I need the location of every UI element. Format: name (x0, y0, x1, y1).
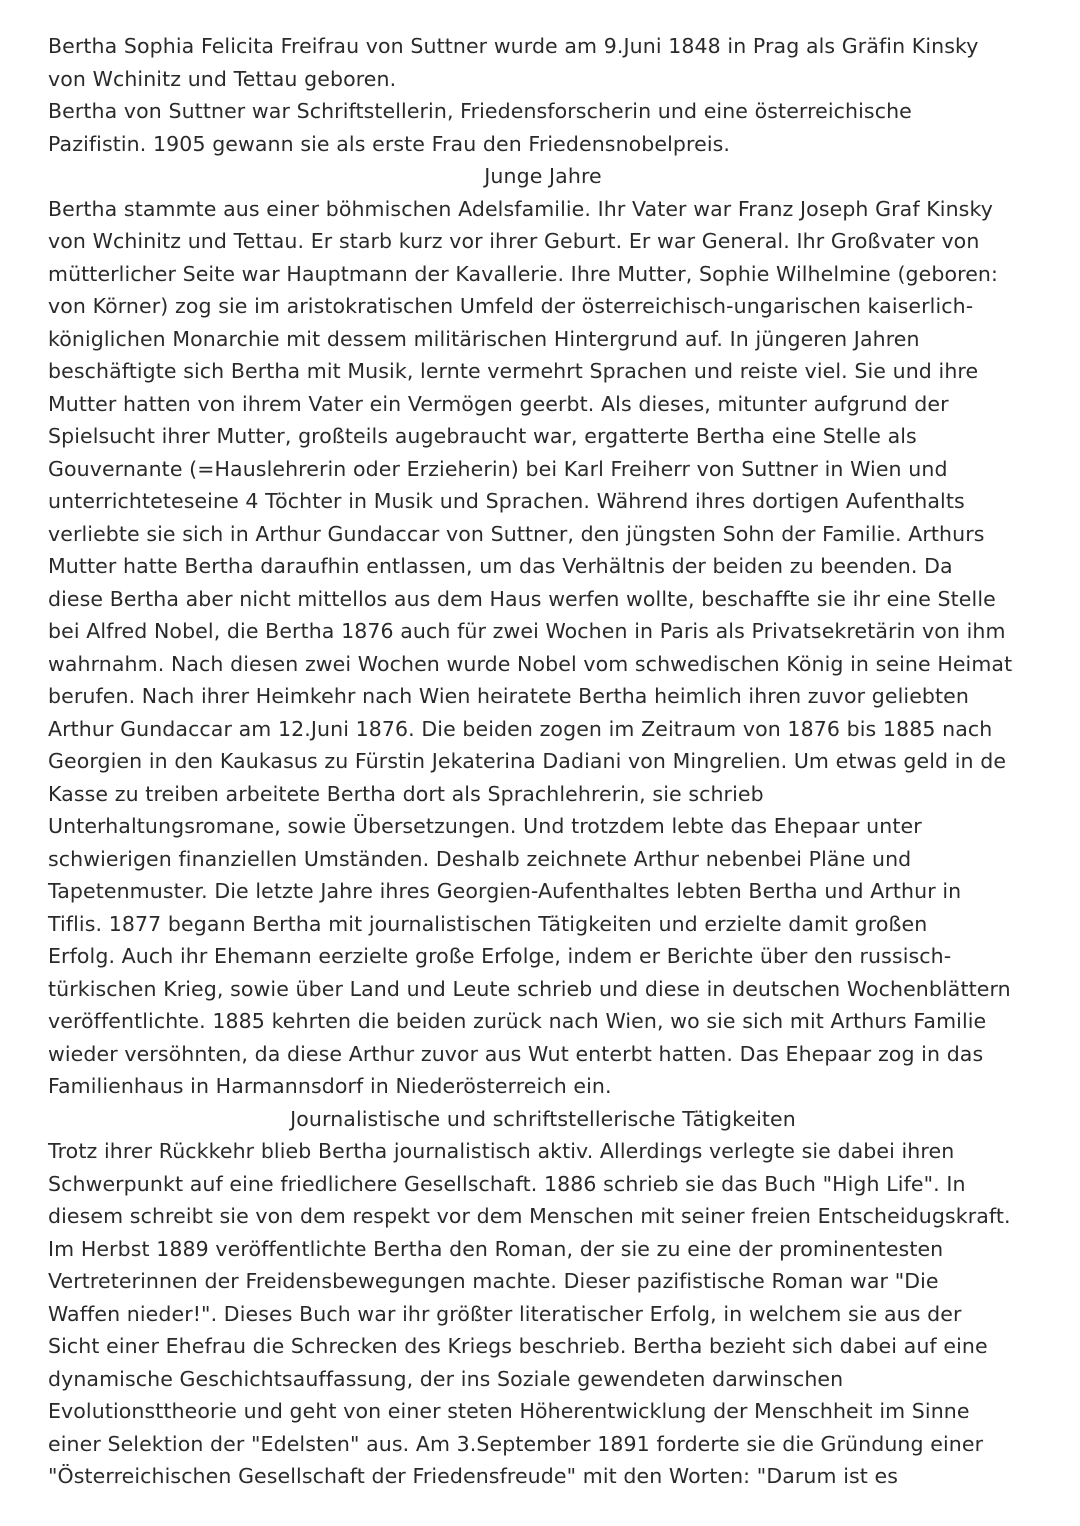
text-line: Familienhaus in Harmannsdorf in Niederösterreich ein. (48, 1074, 612, 1098)
text-line: königlichen Monarchie mit dessem militärischen Hintergrund auf. In jüngeren Jahren (48, 326, 920, 351)
taetigkeiten-paragraph (48, 1135, 1038, 1493)
text-line: Georgien in den Kaukasus zu Fürstin Jekaterina Dadiani von Mingrelien. Um etwas geld in de (48, 749, 1007, 773)
text-line: wieder versöhnten, da diese Arthur zuvor aus Wut enterbt hatten. Das Ehepaar zog in das (48, 1041, 984, 1066)
text-line: schwierigen finanziellen Umständen. Deshalb zeichnete Arthur nebenbei Pläne und (48, 846, 912, 871)
text-line: berufen. Nach ihrer Heimkehr nach Wien heiratete Bertha heimlich ihren zuvor geliebten (48, 684, 969, 708)
text-line: von Wchinitz und Tettau. Er starb kurz vor ihrer Geburt. Er war General. Ihr Großvater von (48, 229, 980, 253)
text-line: Pazifistin. 1905 gewann sie als erste Frau den Friedensnobelpreis. (48, 131, 731, 156)
junge-jahre-paragraph (48, 193, 1038, 1103)
text-line: Bertha stammte aus einer böhmischen Adelsfamilie. Ihr Vater war Franz Joseph Graf Kinsky (48, 196, 993, 221)
text-line: Vertreterinnen der Freidensbewegungen machte. Dieser pazifistische Roman war "Die (48, 1269, 939, 1293)
document-page (48, 30, 1038, 1493)
text-line: Mutter hatten von ihrem Vater ein Vermögen geerbt. Als dieses, mitunter aufgrund der (48, 391, 949, 416)
text-line: unterrichteteseine 4 Töchter in Musik und Sprachen. Während ihres dortigen Aufenthalts (48, 489, 965, 513)
text-line: verliebte sie sich in Arthur Gundaccar von Suttner, den jüngsten Sohn der Familie. Arthurs (48, 521, 985, 546)
text-line: türkischen Krieg, sowie über Land und Leute schrieb und diese in deutschen Wochenblättern (48, 976, 1011, 1001)
text-line: Mutter hatte Bertha daraufhin entlassen, um das Verhältnis der beiden zu beenden. Da (48, 554, 953, 578)
text-line: Bertha von Suttner war Schriftstellerin, Friedensforscherin und eine österreichische (48, 99, 912, 123)
text-line: Spielsucht ihrer Mutter, großteils augebraucht war, ergatterte Bertha eine Stelle als (48, 424, 917, 448)
section-heading-taetigkeiten: Journalistische und schriftstellerische Tätigkeiten (290, 1106, 796, 1131)
text-line: einer Selektion der "Edelsten" aus. Am 3.September 1891 forderte sie die Gründung einer (48, 1431, 984, 1456)
intro-paragraph (48, 30, 1038, 160)
text-line: Waffen nieder!". Dieses Buch war ihr größter literatischer Erfolg, in welchem sie aus der (48, 1301, 962, 1326)
text-line: Unterhaltungsromane, sowie Übersetzungen. Und trotzdem lebte das Ehepaar unter (48, 814, 922, 838)
text-line: mütterlicher Seite war Hauptmann der Kavallerie. Ihre Mutter, Sophie Wilhelmine (geboren: (48, 261, 999, 286)
text-line: beschäftigte sich Bertha mit Musik, lernte vermehrt Sprachen und reiste viel. Sie und ihre (48, 359, 979, 383)
text-line: Tapetenmuster. Die letzte Jahre ihres Georgien-Aufenthaltes lebten Bertha und Arthur in (48, 879, 962, 903)
text-line: Kasse zu treiben arbeitete Bertha dort als Sprachlehrerin, sie schrieb (48, 781, 764, 806)
text-line: Trotz ihrer Rückkehr blieb Bertha journalistisch aktiv. Allerdings verlegte sie dabei ihren (48, 1139, 955, 1163)
text-line: Schwerpunkt auf eine friedlichere Gesellschaft. 1886 schrieb sie das Buch "High Life". In (48, 1171, 966, 1196)
text-line: wahrnahm. Nach diesen zwei Wochen wurde Nobel vom schwedischen König in seine Heimat (48, 651, 1013, 676)
text-line: Sicht einer Ehefrau die Schrecken des Kriegs beschrieb. Bertha bezieht sich dabei auf eine (48, 1334, 988, 1358)
text-line: von Wchinitz und Tettau geboren. (48, 66, 397, 91)
text-line: Tiflis. 1877 begann Bertha mit journalistischen Tätigkeiten und erzielte damit großen (48, 911, 928, 936)
text-line: Evolutionsttheorie und geht von einer steten Höherentwicklung der Menschheit im Sinne (48, 1399, 970, 1423)
text-line: bei Alfred Nobel, die Bertha 1876 auch für zwei Wochen in Paris als Privatsekretärin von ihm (48, 619, 1006, 643)
text-line: Im Herbst 1889 veröffentlichte Bertha den Roman, der sie zu eine der prominentesten (48, 1236, 944, 1261)
text-line: diesem schreibt sie von dem respekt vor dem Menschen mit seiner freien Entscheidugskraft. (48, 1204, 1011, 1228)
text-line: dynamische Geschichtsauffassung, der ins Soziale gewendeten darwinschen (48, 1366, 844, 1391)
text-line: veröffentlichte. 1885 kehrten die beiden zurück nach Wien, wo sie sich mit Arthurs Familie (48, 1009, 987, 1033)
text-line: "Österreichischen Gesellschaft der Friedensfreude" mit den Worten: "Darum ist es (48, 1464, 899, 1488)
text-line: Bertha Sophia Felicita Freifrau von Suttner wurde am 9.Juni 1848 in Prag als Gräfin Kinsky (48, 34, 979, 58)
text-line: Arthur Gundaccar am 12.Juni 1876. Die beiden zogen im Zeitraum von 1876 bis 1885 nach (48, 716, 993, 741)
text-line: Gouvernante (=Hauslehrerin oder Erzieherin) bei Karl Freiherr von Suttner in Wien und (48, 456, 948, 481)
text-line: von Körner) zog sie im aristokratischen Umfeld der österreichisch-ungarischen kaiserlich- (48, 294, 974, 318)
text-line: diese Bertha aber nicht mittellos aus dem Haus werfen wollte, beschaffte sie ihr eine Stelle (48, 586, 996, 611)
text-line: Erfolg. Auch ihr Ehemann eerzielte große Erfolge, indem er Berichte über den russisch- (48, 944, 952, 968)
section-heading-junge-jahre: Junge Jahre (484, 164, 602, 188)
